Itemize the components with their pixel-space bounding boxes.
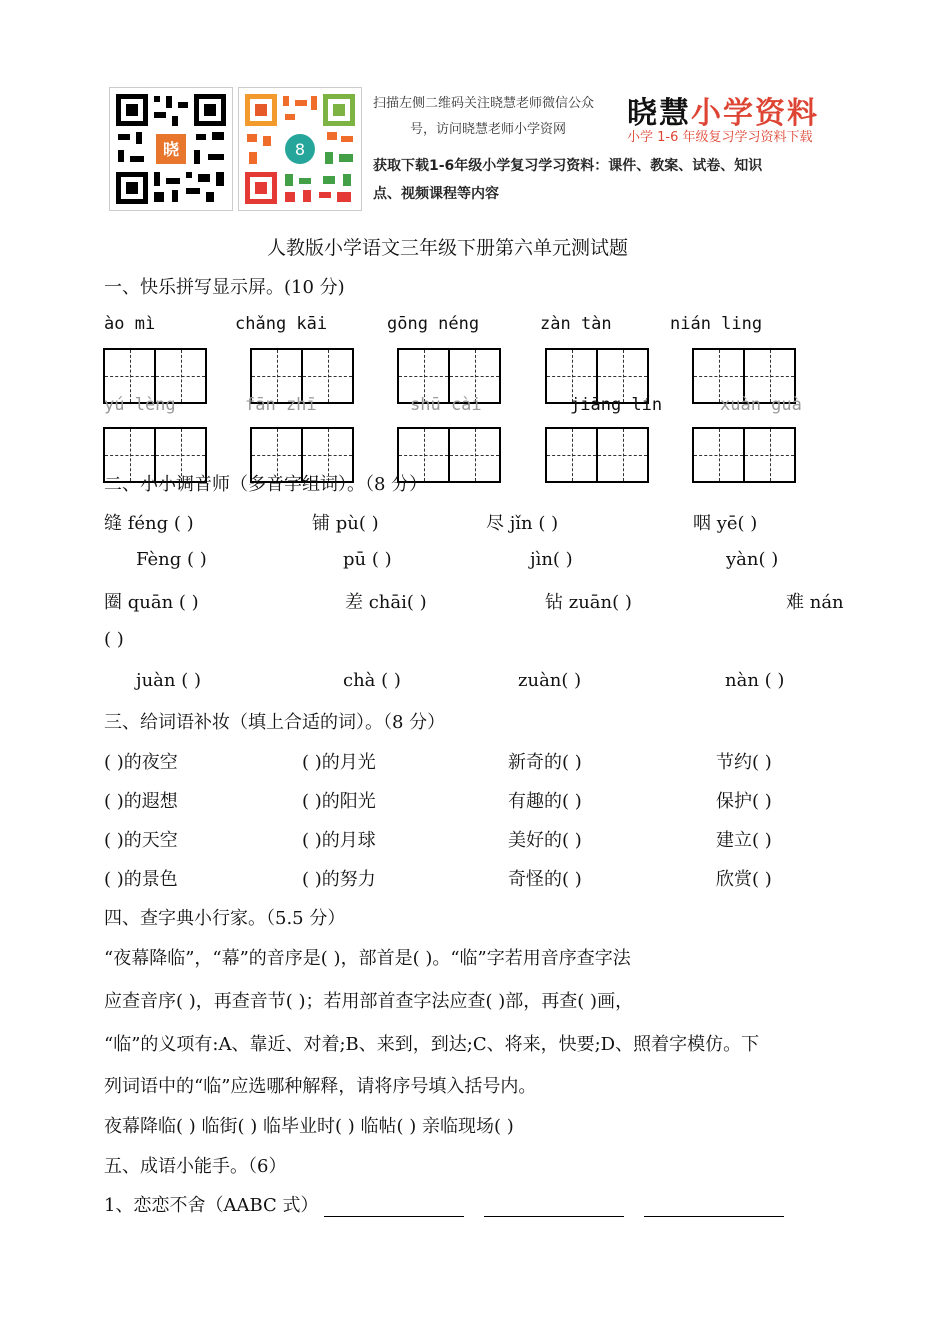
dictionary-paragraph-line: 列词语中的“临”应选哪种解释，请将序号填入括号内。 xyxy=(104,1076,537,1097)
word-fill-item: 节约( ) xyxy=(716,752,772,773)
banner-scan-text-1: 扫描左侧二维码关注晓慧老师微信公众 xyxy=(373,96,595,111)
word-fill-item: 美好的( ) xyxy=(508,830,582,851)
pinyin-2-3: shū cài xyxy=(410,395,482,415)
word-fill-item: ( )的遐想 xyxy=(104,791,178,812)
polyphone-item: jìn( ) xyxy=(530,549,573,570)
polyphone-item: Fèng ( ) xyxy=(136,549,207,570)
word-fill-item: ( )的天空 xyxy=(104,830,178,851)
word-fill-item: 奇怪的( ) xyxy=(508,869,582,890)
dictionary-paragraph-line: 应查音序( )，再查音节( )；若用部首查字法应查( )部，再查( )画， xyxy=(104,991,634,1012)
word-fill-item: 保护( ) xyxy=(716,791,772,812)
section-2-heading: 二、小小调音师（多音字组词）。（8 分） xyxy=(104,474,428,495)
svg-text:晓: 晓 xyxy=(162,140,180,159)
answer-blank[interactable] xyxy=(644,1198,784,1217)
polyphone-item: 铺 pù( ) xyxy=(312,513,379,534)
word-fill-item: ( )的努力 xyxy=(302,869,376,890)
section-1-heading: 一、快乐拼写显示屏。(10 分) xyxy=(104,277,345,298)
polyphone-item: 圈 quān ( ) xyxy=(104,592,199,613)
polyphone-item: 尽 jǐn ( ) xyxy=(486,513,559,534)
dictionary-paragraph-line: “夜幕降临”，“幕”的音序是( )，部首是( )。“临”字若用音序查字法 xyxy=(104,948,631,969)
polyphone-item: 缝 féng ( ) xyxy=(104,513,194,534)
writing-grid[interactable] xyxy=(692,427,796,483)
banner-get-text-1: 获取下载1-6年级小学复习学习资料：课件、教案、试卷、知识 xyxy=(373,158,763,174)
dictionary-answer-line: 夜幕降临( ) 临街( ) 临毕业时( ) 临帖( ) 亲临现场( ) xyxy=(104,1116,514,1137)
pinyin-1-5: nián ling xyxy=(670,314,763,334)
qr-code-left xyxy=(109,87,233,211)
section-4-heading: 四、查字典小行家。（5.5 分） xyxy=(104,908,346,929)
logo-subtitle: 小学 1-6 年级复习学习资料下载 xyxy=(627,130,813,145)
section-3-heading: 三、给词语补妆（填上合适的词）。（8 分） xyxy=(104,712,446,733)
word-fill-item: 新奇的( ) xyxy=(508,752,582,773)
polyphone-item: nàn ( ) xyxy=(725,670,785,691)
polyphone-item: 难 nán xyxy=(786,592,844,613)
polyphone-item: zuàn( ) xyxy=(518,670,582,691)
pinyin-2-5: xuàn guà xyxy=(720,395,802,415)
logo-part-1: 晓慧 xyxy=(627,96,691,131)
word-fill-item: 建立( ) xyxy=(716,830,772,851)
polyphone-item: juàn ( ) xyxy=(136,670,201,691)
pinyin-2-4: jiāng lín xyxy=(570,395,663,415)
idiom-question-1-label: 1、恋恋不舍（AABC 式） xyxy=(104,1195,319,1216)
logo-part-2: 小学资料 xyxy=(691,96,819,131)
section-5-heading: 五、成语小能手。（6） xyxy=(104,1156,287,1177)
polyphone-item: 钻 zuān( ) xyxy=(545,592,632,613)
svg-text:8: 8 xyxy=(294,140,306,159)
word-fill-item: ( )的月球 xyxy=(302,830,376,851)
idiom-question-1 xyxy=(104,1191,804,1217)
pinyin-1-2: chǎng kāi xyxy=(235,314,328,334)
writing-grid[interactable] xyxy=(545,427,649,483)
qr-code-right xyxy=(238,87,362,211)
polyphone-item: yàn( ) xyxy=(726,549,779,570)
polyphone-item: ( ) xyxy=(104,629,124,650)
word-fill-item: 欣赏( ) xyxy=(716,869,772,890)
pinyin-1-1: ào mì xyxy=(104,314,156,334)
answer-blank[interactable] xyxy=(324,1198,464,1217)
pinyin-2-1: yú lèng xyxy=(104,395,176,415)
page-title: 人教版小学语文三年级下册第六单元测试题 xyxy=(267,237,629,259)
pinyin-1-3: gōng néng xyxy=(387,314,480,334)
banner-get-text-2: 点、视频课程等内容 xyxy=(373,186,499,202)
pinyin-1-4: zàn tàn xyxy=(540,314,612,334)
polyphone-item: pū ( ) xyxy=(343,549,392,570)
answer-blank[interactable] xyxy=(484,1198,624,1217)
word-fill-item: ( )的阳光 xyxy=(302,791,376,812)
word-fill-item: ( )的景色 xyxy=(104,869,178,890)
polyphone-item: 咽 yē( ) xyxy=(693,513,758,534)
word-fill-item: 有趣的( ) xyxy=(508,791,582,812)
polyphone-item: chà ( ) xyxy=(343,670,401,691)
word-fill-item: ( )的夜空 xyxy=(104,752,178,773)
polyphone-item: 差 chāi( ) xyxy=(345,592,427,613)
dictionary-paragraph-line: “临”的义项有:A、靠近、对着;B、来到，到达;C、将来，快要;D、照着字模仿。下 xyxy=(104,1034,760,1055)
pinyin-2-2: fān zhī xyxy=(245,395,317,415)
word-fill-item: ( )的月光 xyxy=(302,752,376,773)
banner-scan-text-2: 号，访问晓慧老师小学资网 xyxy=(410,122,567,137)
